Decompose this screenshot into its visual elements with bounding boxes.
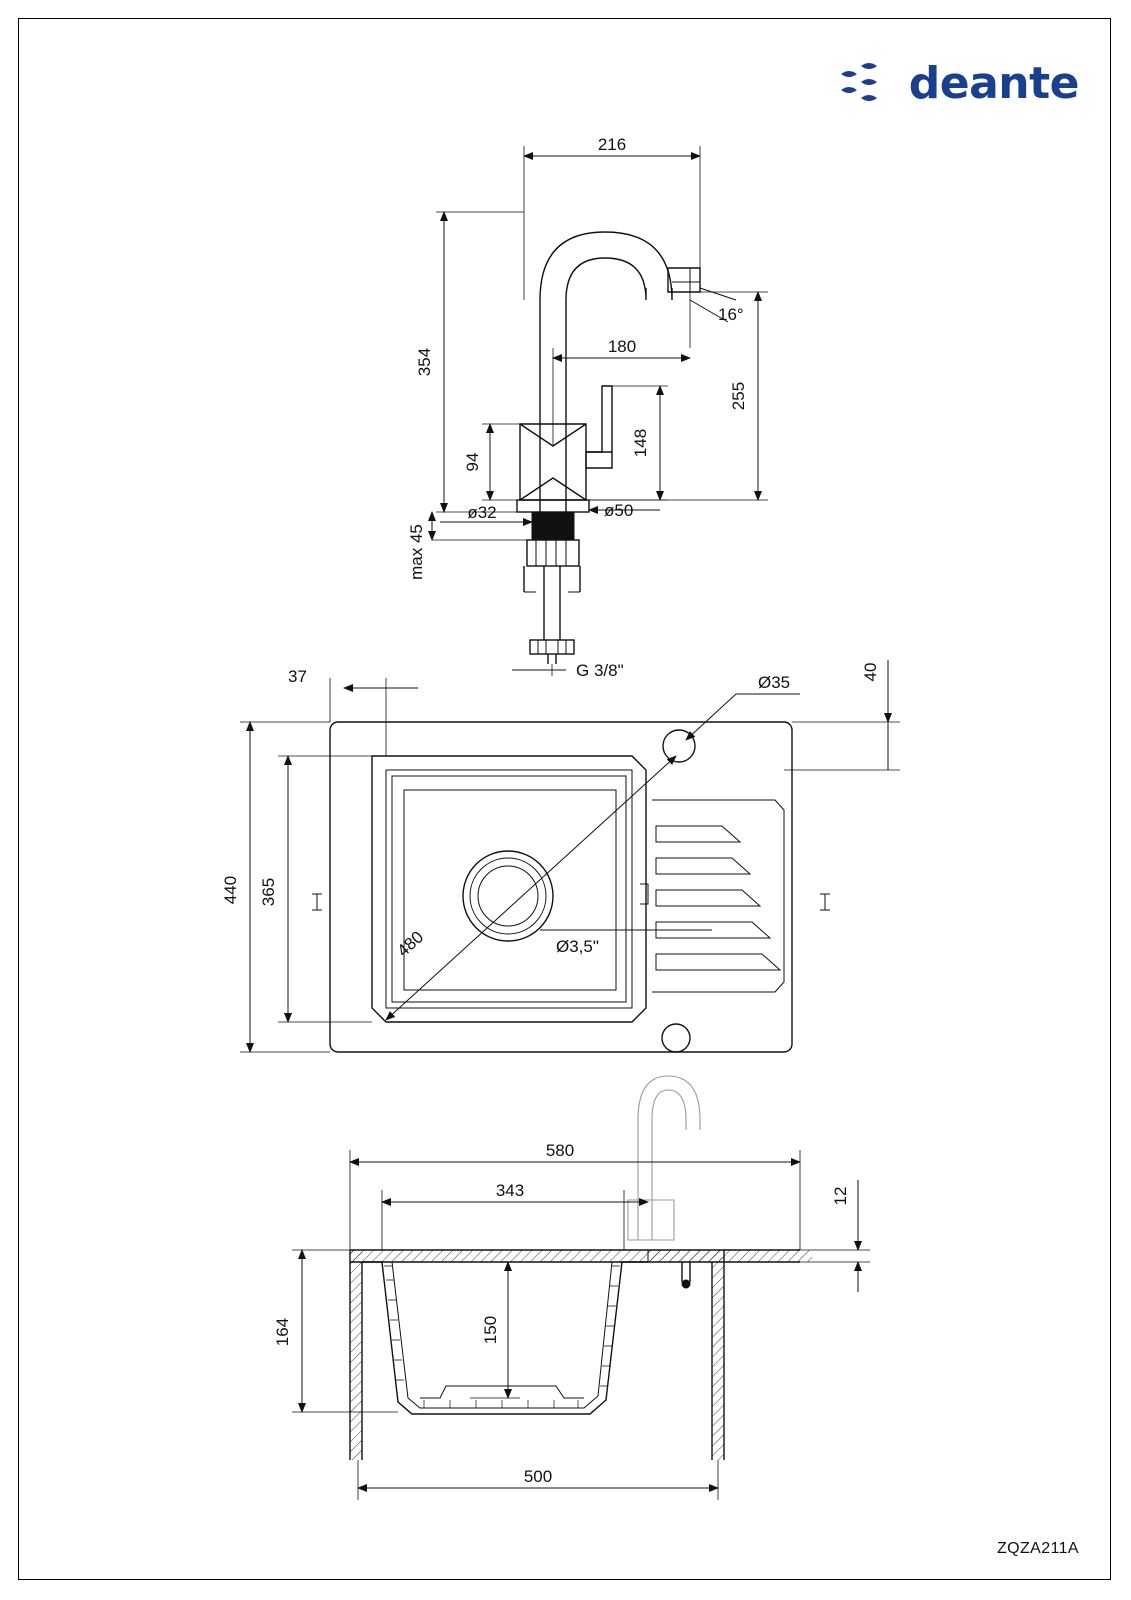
dim-16deg: 16°: [718, 305, 744, 324]
dim-216: 216: [597, 135, 627, 154]
dim-440: 440: [221, 875, 240, 905]
dim-480: 480: [393, 927, 428, 961]
brand-name: deante: [908, 58, 1079, 109]
dim-40: 40: [861, 662, 880, 682]
dim-580: 580: [545, 1141, 575, 1160]
dim-365: 365: [259, 877, 278, 907]
dim-37: 37: [288, 667, 307, 686]
dim-255: 255: [729, 381, 748, 411]
dim-94: 94: [463, 452, 482, 472]
dim-343: 343: [495, 1181, 525, 1200]
dim-150: 150: [481, 1315, 500, 1345]
sink-top-view: [221, 660, 900, 1052]
dim-164: 164: [273, 1317, 292, 1347]
dim-d50: ø50: [604, 501, 634, 520]
faucet-elevation-view: [407, 135, 768, 680]
dim-max45: max 45: [407, 524, 426, 580]
dim-180: 180: [607, 337, 637, 356]
dim-d35: Ø35: [758, 673, 791, 692]
ghost-faucet: [628, 1076, 700, 1240]
dim-waste: Ø3,5": [556, 937, 599, 956]
dim-500: 500: [523, 1467, 553, 1486]
dim-354: 354: [415, 347, 434, 377]
dim-d32: ø32: [467, 503, 497, 522]
dim-12: 12: [831, 1186, 850, 1206]
dim-thread: G 3/8": [576, 661, 624, 680]
product-code: ZQZA211A: [996, 1540, 1079, 1557]
sink-section-view: [273, 1076, 870, 1500]
dim-148: 148: [631, 428, 650, 458]
